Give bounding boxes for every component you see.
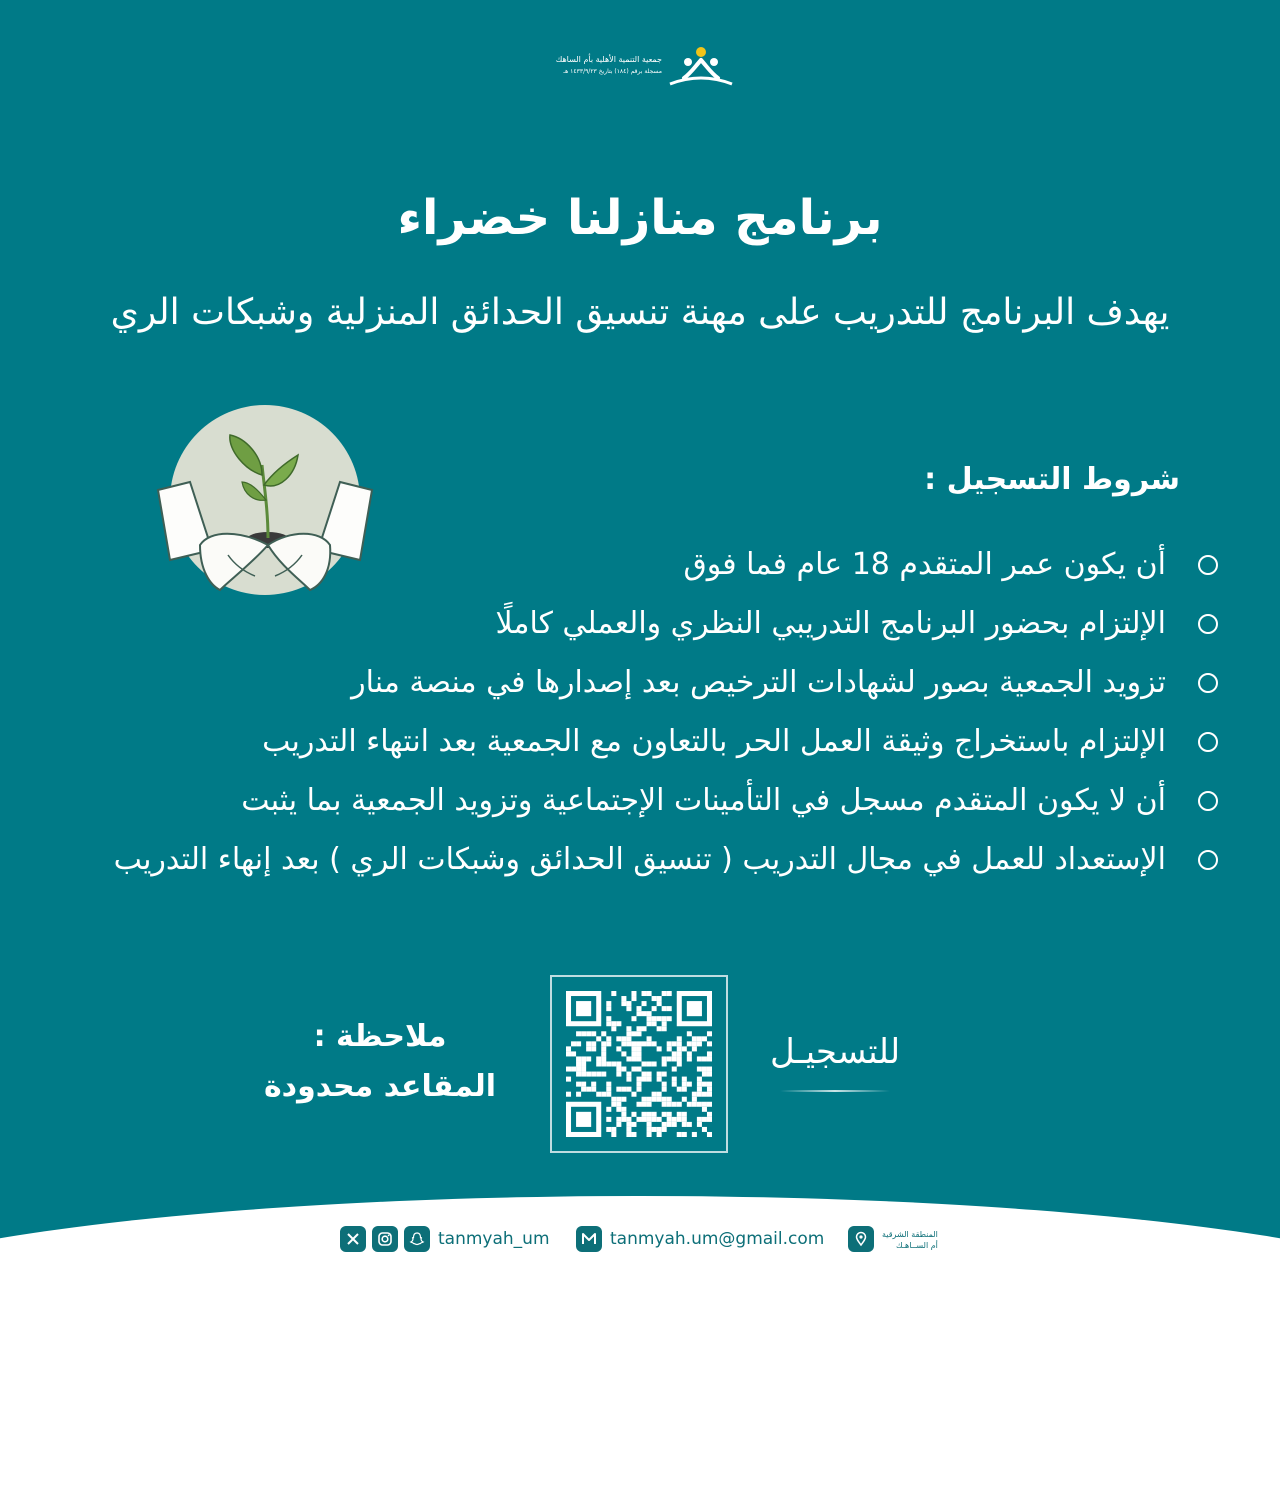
condition-text: تزويد الجمعية بصور لشهادات الترخيص بعد إصدارها في منصة منار [351, 665, 1166, 700]
register-underline [780, 1090, 890, 1092]
qr-code-frame[interactable] [550, 975, 728, 1153]
condition-text: الإستعداد للعمل في مجال التدريب ( تنسيق الحدائق وشبكات الري ) بعد إنهاء التدريب [113, 842, 1166, 877]
condition-item [40, 771, 1220, 830]
bullet-circle-icon [1198, 850, 1218, 870]
condition-text: أن لا يكون المتقدم مسجل في التأمينات الإجتماعية وتزويد الجمعية بما يثبت [241, 783, 1166, 818]
x-icon[interactable] [340, 1226, 366, 1252]
page-subtitle: يهدف البرنامج للتدريب على مهنة تنسيق الحدائق المنزلية وشبكات الري [110, 292, 1170, 333]
social-handle[interactable]: tanmyah_um [438, 1229, 550, 1249]
register-label: للتسجيـل [769, 1032, 901, 1072]
bullet-circle-icon [1198, 614, 1218, 634]
condition-item [40, 830, 1220, 889]
location-pin-icon[interactable] [848, 1226, 874, 1252]
people-logo-icon [666, 42, 736, 88]
condition-item [40, 535, 1220, 594]
org-logo-text [556, 54, 662, 78]
note-block [250, 1012, 510, 1112]
instagram-icon[interactable] [372, 1226, 398, 1252]
email-address[interactable]: tanmyah.um@gmail.com [610, 1229, 825, 1249]
org-subline: مسجلة برقم (١٨٤) بتاريخ ١٤٣٣/٩/٢٣ هـ [563, 68, 662, 75]
bullet-circle-icon [1198, 555, 1218, 575]
org-logo [540, 40, 740, 90]
condition-item [40, 712, 1220, 771]
org-name: جمعية التنمية الأهلية بأم الساهك [555, 55, 662, 64]
location-line-2: أم الســاهـك [895, 1241, 938, 1250]
conditions-heading: شروط التسجيل : [924, 462, 1180, 497]
condition-text: الإلتزام بحضور البرنامج التدريبي النظري والعملي كاملًا [495, 606, 1166, 641]
condition-text: الإلتزام باستخراج وثيقة العمل الحر بالتعاون مع الجمعية بعد انتهاء التدريب [262, 724, 1166, 759]
bullet-circle-icon [1198, 732, 1218, 752]
condition-item [40, 653, 1220, 712]
footer-contact-bar [0, 1224, 1280, 1260]
snapchat-icon[interactable] [404, 1226, 430, 1252]
note-label: ملاحظة : [313, 1019, 447, 1054]
location-label [882, 1229, 938, 1251]
conditions-list [40, 535, 1220, 889]
page-title: برنامج منازلنا خضراء [397, 190, 883, 246]
condition-text: أن يكون عمر المتقدم 18 عام فما فوق [683, 547, 1166, 582]
mail-icon[interactable] [576, 1226, 602, 1252]
bullet-circle-icon [1198, 673, 1218, 693]
qr-code[interactable] [566, 991, 712, 1137]
note-text: المقاعد محدودة [263, 1069, 497, 1104]
location-line-1: المنطقة الشرقية [882, 1230, 938, 1239]
bullet-circle-icon [1198, 791, 1218, 811]
condition-item [40, 594, 1220, 653]
